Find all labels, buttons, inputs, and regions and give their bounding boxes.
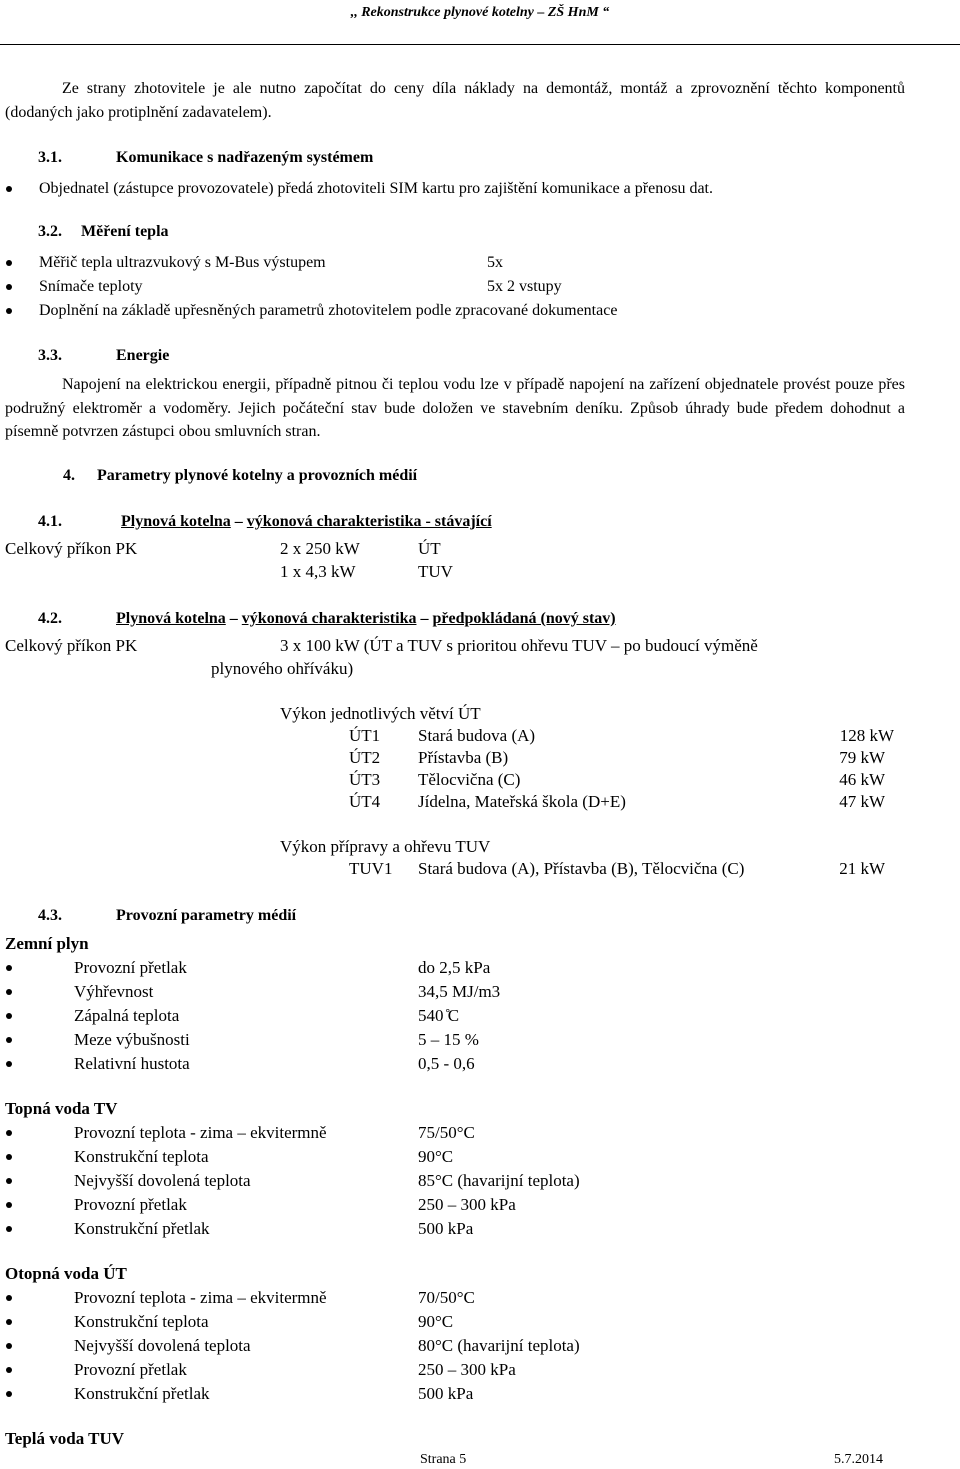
power-use: ÚT [418, 539, 441, 558]
bullet-icon [6, 1202, 12, 1208]
title-part: výkonová charakteristika - stávající [246, 513, 492, 530]
energy-text: Napojení na elektrickou energii, případně pitnou či teplou vodu lze v případě napojení na zařízení objednatele provést pouze přes podružný elektroměr a vodoměry. Jejich počáteční stav bude doložen ve stavebním deníku. Způsob úhrady bude předem dohodnut a písemně potvrzen zástupci obou smluvních stran. [5, 376, 905, 440]
parameter-label: Provozní přetlak [74, 1360, 187, 1379]
section-4-1-number: 4.1. [38, 513, 62, 530]
media-group-heading: Teplá voda TUV [5, 1429, 125, 1448]
bullet-icon [6, 260, 12, 266]
parameter-label: Nejvyšší dovolená teplota [74, 1336, 251, 1355]
section-3-2-number: 3.2. [38, 223, 62, 240]
parameter-value: 250 – 300 kPa [418, 1195, 516, 1214]
branch-power: 47 kW [839, 792, 885, 811]
parameter-value: 250 – 300 kPa [418, 1360, 516, 1379]
branch-code: ÚT4 [349, 792, 381, 811]
total-input-label: Celkový příkon PK [5, 539, 138, 558]
metering-item-label: Měřič tepla ultrazvukový s M-Bus výstupem [39, 254, 326, 271]
parameter-value: 540 ̊C [418, 1006, 460, 1025]
metering-item-label: Doplnění na základě upřesněných parametrů zhotovitelem podle zpracované dokumentace [39, 302, 618, 319]
parameter-label: Meze výbušnosti [74, 1030, 190, 1049]
media-group-heading: Otopná voda ÚT [5, 1264, 127, 1283]
parameter-value: 5 – 15 % [418, 1030, 479, 1049]
branch-code: ÚT3 [349, 770, 381, 789]
bullet-icon [6, 1391, 12, 1397]
section-3-1-bullet-text: Objednatel (zástupce provozovatele) předá zhotoviteli SIM kartu pro zajištění komunikace a přenosu dat. [39, 180, 713, 197]
intro-text: Ze strany zhotovitele je ale nutno započítat do ceny díla náklady na demontáž, montáž a zprovoznění těchto komponentů (dodaných jako protiplnění zadavatelem). [5, 80, 905, 121]
title-part: výkonová charakteristika [241, 610, 417, 627]
bullet-icon [6, 1037, 12, 1043]
parameter-value: 85°C (havarijní teplota) [418, 1171, 580, 1190]
metering-item-value: 5x 2 vstupy [487, 278, 562, 295]
bullet-icon [6, 186, 12, 192]
parameter-value: 0,5 - 0,6 [418, 1054, 475, 1073]
section-4-1-title [121, 512, 492, 532]
parameter-value: 70/50°C [418, 1288, 475, 1307]
bullet-icon [6, 1226, 12, 1232]
bullet-icon [6, 1295, 12, 1301]
hot-water-heading: Výkon přípravy a ohřevu TUV [280, 837, 491, 856]
branch-power: 79 kW [839, 748, 885, 767]
bullet-icon [6, 1154, 12, 1160]
parameter-value: 90°C [418, 1147, 454, 1166]
hot-water-power: 21 kW [839, 859, 885, 878]
section-3-3-number: 3.3. [38, 347, 62, 364]
title-dash: – [420, 610, 429, 627]
section-4-2-title [116, 609, 616, 629]
power-description-line2: plynového ohříváku) [211, 659, 354, 678]
bullet-icon [6, 989, 12, 995]
media-group-heading: Topná voda TV [5, 1099, 118, 1118]
parameter-value: 500 kPa [418, 1384, 474, 1403]
energy-paragraph [5, 373, 905, 444]
section-4-number: 4. [63, 467, 75, 484]
hot-water-name: Stará budova (A), Přístavba (B), Tělocvična (C) [418, 859, 745, 878]
parameter-value: 75/50°C [418, 1123, 475, 1142]
bullet-icon [6, 1013, 12, 1019]
bullet-icon [6, 1061, 12, 1067]
parameter-label: Nejvyšší dovolená teplota [74, 1171, 251, 1190]
title-dash: – [234, 513, 243, 530]
section-4-title: Parametry plynové kotelny a provozních médií [97, 467, 418, 484]
section-3-3-title: Energie [116, 347, 170, 364]
parameter-value: 500 kPa [418, 1219, 474, 1238]
page-number: Strana 5 [420, 1452, 467, 1467]
running-header: ,, Rekonstrukce plynové kotelny – ZŠ HnM “ [350, 5, 610, 20]
section-3-1-title: Komunikace s nadřazeným systémem [116, 149, 374, 166]
parameter-label: Konstrukční teplota [74, 1312, 209, 1331]
branch-code: ÚT1 [349, 726, 381, 745]
media-group-heading: Zemní plyn [5, 934, 89, 953]
power-value: 2 x 250 kW [280, 539, 360, 558]
heating-branches-heading: Výkon jednotlivých větví ÚT [280, 704, 481, 723]
bullet-icon [6, 308, 12, 314]
hot-water-code: TUV1 [349, 859, 393, 878]
title-part: předpokládaná (nový stav) [432, 610, 616, 627]
branch-name: Tělocvična (C) [418, 770, 521, 789]
bullet-icon [6, 284, 12, 290]
parameter-label: Relativní hustota [74, 1054, 190, 1073]
section-4-2-number: 4.2. [38, 610, 62, 627]
parameter-label: Provozní přetlak [74, 1195, 187, 1214]
parameter-label: Konstrukční přetlak [74, 1219, 210, 1238]
branch-power: 46 kW [839, 770, 885, 789]
bullet-icon [6, 1343, 12, 1349]
parameter-label: Výhřevnost [74, 982, 154, 1001]
title-part: Plynová kotelna [116, 610, 226, 627]
bullet-icon [6, 965, 12, 971]
bullet-icon [6, 1130, 12, 1136]
section-4-3-number: 4.3. [38, 907, 62, 924]
parameter-value: 90°C [418, 1312, 454, 1331]
parameter-label: Provozní přetlak [74, 958, 187, 977]
branch-name: Jídelna, Mateřská škola (D+E) [418, 792, 626, 811]
power-description-line1: 3 x 100 kW (ÚT a TUV s prioritou ohřevu TUV – po budoucí výměně [280, 636, 758, 655]
bullet-icon [6, 1178, 12, 1184]
parameter-label: Konstrukční teplota [74, 1147, 209, 1166]
branch-power: 128 kW [839, 726, 894, 745]
bullet-icon [6, 1319, 12, 1325]
intro-paragraph [5, 77, 905, 124]
metering-item-label: Snímače teploty [39, 278, 143, 295]
header-rule [0, 44, 960, 45]
parameter-label: Provozní teplota - zima – ekvitermně [74, 1288, 327, 1307]
power-value: 1 x 4,3 kW [280, 562, 356, 581]
branch-name: Stará budova (A) [418, 726, 536, 745]
parameter-value: 34,5 MJ/m3 [418, 982, 501, 1001]
section-3-1-number: 3.1. [38, 149, 62, 166]
total-input-label: Celkový příkon PK [5, 636, 138, 655]
power-use: TUV [418, 562, 453, 581]
parameter-label: Zápalná teplota [74, 1006, 180, 1025]
title-part: Plynová kotelna [121, 513, 231, 530]
parameter-value: do 2,5 kPa [418, 958, 491, 977]
parameter-value: 80°C (havarijní teplota) [418, 1336, 580, 1355]
bullet-icon [6, 1367, 12, 1373]
parameter-label: Provozní teplota - zima – ekvitermně [74, 1123, 327, 1142]
branch-name: Přístavba (B) [418, 748, 509, 767]
document-date: 5.7.2014 [834, 1452, 883, 1467]
title-dash: – [229, 610, 238, 627]
branch-code: ÚT2 [349, 748, 381, 767]
section-4-3-title: Provozní parametry médií [116, 907, 297, 924]
section-3-2-title: Měření tepla [81, 223, 169, 240]
parameter-label: Konstrukční přetlak [74, 1384, 210, 1403]
metering-item-value: 5x [487, 254, 503, 271]
